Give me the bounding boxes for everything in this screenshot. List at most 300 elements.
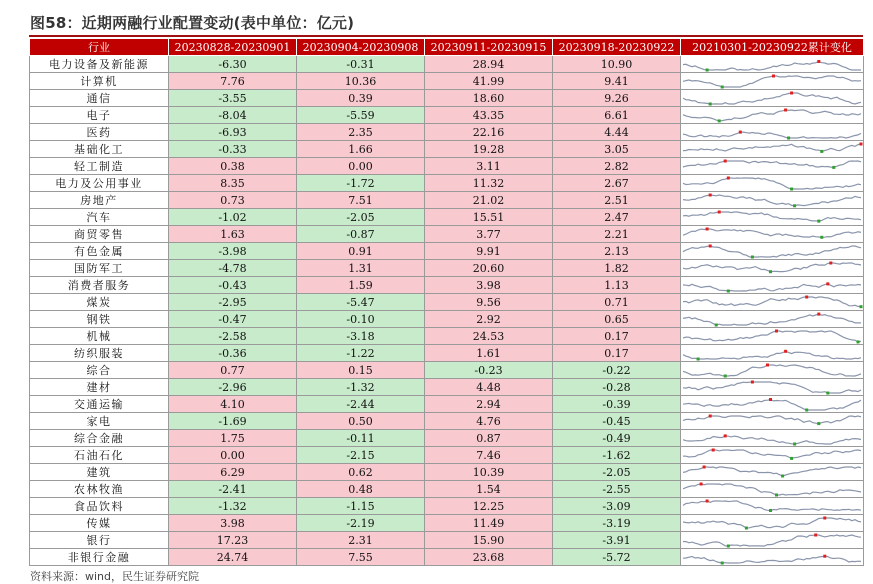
sparkline-min-marker bbox=[857, 340, 860, 343]
table-row bbox=[30, 532, 864, 549]
sparkline-cell bbox=[681, 515, 864, 532]
table-body bbox=[30, 56, 864, 566]
sparkline-chart bbox=[681, 278, 863, 293]
table-row bbox=[30, 328, 864, 345]
sparkline-min-marker bbox=[721, 561, 724, 564]
industry-name: 钢铁 bbox=[30, 311, 169, 328]
value-cell-week-2: -0.87 bbox=[297, 226, 425, 243]
sparkline-min-marker bbox=[715, 323, 718, 326]
value-cell-week-3: 1.61 bbox=[425, 345, 553, 362]
value-cell-week-1: 1.63 bbox=[169, 226, 297, 243]
sparkline-trend bbox=[683, 246, 861, 257]
industry-name: 纺织服装 bbox=[30, 345, 169, 362]
sparkline-max-marker bbox=[700, 482, 703, 485]
value-cell-week-3: 10.39 bbox=[425, 464, 553, 481]
table-row bbox=[30, 362, 864, 379]
value-cell-week-3: 18.60 bbox=[425, 90, 553, 107]
sparkline-max-marker bbox=[817, 60, 820, 63]
value-cell-week-4: -0.28 bbox=[553, 379, 681, 396]
sparkline-min-marker bbox=[751, 255, 754, 258]
col-header-industry: 行业 bbox=[30, 39, 169, 56]
value-cell-week-2: 7.55 bbox=[297, 549, 425, 566]
sparkline-cell bbox=[681, 549, 864, 566]
sparkline-trend bbox=[683, 229, 861, 237]
value-cell-week-1: 24.74 bbox=[169, 549, 297, 566]
sparkline-trend bbox=[683, 399, 861, 410]
sparkline-chart bbox=[681, 74, 863, 89]
value-cell-week-4: -5.72 bbox=[553, 549, 681, 566]
sparkline-max-marker bbox=[823, 516, 826, 519]
value-cell-week-4: -0.39 bbox=[553, 396, 681, 413]
industry-name: 基础化工 bbox=[30, 141, 169, 158]
industry-name: 医药 bbox=[30, 124, 169, 141]
sparkline-chart bbox=[681, 244, 863, 259]
value-cell-week-2: 10.36 bbox=[297, 73, 425, 90]
value-cell-week-3: 20.60 bbox=[425, 260, 553, 277]
sparkline-max-marker bbox=[724, 434, 727, 437]
table-row bbox=[30, 515, 864, 532]
value-cell-week-3: 41.99 bbox=[425, 73, 553, 90]
value-cell-week-3: 9.91 bbox=[425, 243, 553, 260]
sparkline-min-marker bbox=[727, 289, 730, 292]
value-cell-week-2: -2.05 bbox=[297, 209, 425, 226]
sparkline-max-marker bbox=[709, 193, 712, 196]
sparkline-chart bbox=[681, 227, 863, 242]
sparkline-cell bbox=[681, 73, 864, 90]
sparkline-chart bbox=[681, 550, 863, 565]
sparkline-chart bbox=[681, 295, 863, 310]
value-cell-week-3: 4.76 bbox=[425, 413, 553, 430]
value-cell-week-3: -0.23 bbox=[425, 362, 553, 379]
value-cell-week-3: 24.53 bbox=[425, 328, 553, 345]
table-row bbox=[30, 90, 864, 107]
value-cell-week-4: 2.82 bbox=[553, 158, 681, 175]
value-cell-week-1: 0.38 bbox=[169, 158, 297, 175]
sparkline-trend bbox=[683, 382, 861, 393]
sparkline-cell bbox=[681, 209, 864, 226]
sparkline-min-marker bbox=[718, 119, 721, 122]
industry-name: 综合金融 bbox=[30, 430, 169, 447]
source-note: 资料来源：wind，民生证券研究院 bbox=[30, 570, 200, 583]
value-cell-week-3: 2.92 bbox=[425, 311, 553, 328]
value-cell-week-4: 4.44 bbox=[553, 124, 681, 141]
sparkline-chart bbox=[681, 448, 863, 463]
sparkline-cell bbox=[681, 464, 864, 481]
value-cell-week-4: 0.71 bbox=[553, 294, 681, 311]
sparkline-cell bbox=[681, 311, 864, 328]
industry-name: 家电 bbox=[30, 413, 169, 430]
value-cell-week-3: 22.16 bbox=[425, 124, 553, 141]
value-cell-week-1: -8.04 bbox=[169, 107, 297, 124]
sparkline-cell bbox=[681, 260, 864, 277]
value-cell-week-1: 0.73 bbox=[169, 192, 297, 209]
value-cell-week-4: -3.19 bbox=[553, 515, 681, 532]
sparkline-chart bbox=[681, 397, 863, 412]
sparkline-trend bbox=[683, 76, 861, 87]
sparkline-min-marker bbox=[793, 204, 796, 207]
value-cell-week-1: 1.75 bbox=[169, 430, 297, 447]
sparkline-cell bbox=[681, 175, 864, 192]
industry-name: 汽车 bbox=[30, 209, 169, 226]
industry-name: 电力设备及新能源 bbox=[30, 56, 169, 73]
sparkline-cell bbox=[681, 141, 864, 158]
value-cell-week-1: -4.78 bbox=[169, 260, 297, 277]
sparkline-max-marker bbox=[784, 349, 787, 352]
table-row bbox=[30, 158, 864, 175]
sparkline-max-marker bbox=[703, 465, 706, 468]
industry-name: 交通运输 bbox=[30, 396, 169, 413]
sparkline-max-marker bbox=[766, 363, 769, 366]
sparkline-chart bbox=[681, 142, 863, 157]
sparkline-min-marker bbox=[787, 136, 790, 139]
value-cell-week-4: 1.82 bbox=[553, 260, 681, 277]
sparkline-cell bbox=[681, 430, 864, 447]
sparkline-max-marker bbox=[805, 295, 808, 298]
sparkline-cell bbox=[681, 56, 864, 73]
value-cell-week-4: 2.47 bbox=[553, 209, 681, 226]
sparkline-min-marker bbox=[727, 544, 730, 547]
sparkline-min-marker bbox=[697, 357, 700, 360]
industry-name: 通信 bbox=[30, 90, 169, 107]
value-cell-week-4: 10.90 bbox=[553, 56, 681, 73]
sparkline-min-marker bbox=[820, 235, 823, 238]
sparkline-trend bbox=[683, 144, 861, 151]
sparkline-trend bbox=[683, 61, 861, 70]
value-cell-week-2: -1.32 bbox=[297, 379, 425, 396]
industry-name: 非银行金融 bbox=[30, 549, 169, 566]
sparkline-min-marker bbox=[706, 68, 709, 71]
sparkline-chart bbox=[681, 210, 863, 225]
sparkline-min-marker bbox=[793, 442, 796, 445]
sparkline-chart bbox=[681, 193, 863, 208]
table-row bbox=[30, 294, 864, 311]
value-cell-week-4: 2.21 bbox=[553, 226, 681, 243]
table-row bbox=[30, 345, 864, 362]
value-cell-week-1: -0.47 bbox=[169, 311, 297, 328]
value-cell-week-1: -1.32 bbox=[169, 498, 297, 515]
value-cell-week-3: 3.11 bbox=[425, 158, 553, 175]
value-cell-week-4: 0.17 bbox=[553, 328, 681, 345]
sparkline-min-marker bbox=[820, 149, 823, 152]
sparkline-min-marker bbox=[769, 509, 772, 512]
table-row bbox=[30, 413, 864, 430]
value-cell-week-2: 1.66 bbox=[297, 141, 425, 158]
industry-name: 建筑 bbox=[30, 464, 169, 481]
value-cell-week-4: 6.61 bbox=[553, 107, 681, 124]
value-cell-week-3: 2.94 bbox=[425, 396, 553, 413]
sparkline-chart bbox=[681, 363, 863, 378]
value-cell-week-2: 0.50 bbox=[297, 413, 425, 430]
value-cell-week-2: -0.11 bbox=[297, 430, 425, 447]
table-row bbox=[30, 260, 864, 277]
value-cell-week-4: 9.41 bbox=[553, 73, 681, 90]
table-row bbox=[30, 226, 864, 243]
sparkline-max-marker bbox=[784, 108, 787, 111]
value-cell-week-3: 3.98 bbox=[425, 277, 553, 294]
sparkline-min-marker bbox=[709, 102, 712, 105]
industry-name: 传媒 bbox=[30, 515, 169, 532]
sparkline-cell bbox=[681, 226, 864, 243]
sparkline-chart bbox=[681, 125, 863, 140]
value-cell-week-2: -0.10 bbox=[297, 311, 425, 328]
value-cell-week-4: 3.05 bbox=[553, 141, 681, 158]
sparkline-chart bbox=[681, 312, 863, 327]
sparkline-min-marker bbox=[775, 493, 778, 496]
sparkline-max-marker bbox=[706, 499, 709, 502]
sparkline-chart bbox=[681, 482, 863, 497]
table-row bbox=[30, 73, 864, 90]
value-cell-week-2: -1.72 bbox=[297, 175, 425, 192]
sparkline-chart bbox=[681, 91, 863, 106]
figure-title: 图58：近期两融行业配置变动(表中单位：亿元) bbox=[30, 14, 355, 32]
industry-name: 国防军工 bbox=[30, 260, 169, 277]
value-cell-week-2: 0.91 bbox=[297, 243, 425, 260]
sparkline-cell bbox=[681, 328, 864, 345]
sparkline-max-marker bbox=[712, 448, 715, 451]
value-cell-week-2: -2.44 bbox=[297, 396, 425, 413]
value-cell-week-4: 1.13 bbox=[553, 277, 681, 294]
value-cell-week-1: 0.77 bbox=[169, 362, 297, 379]
value-cell-week-4: -0.45 bbox=[553, 413, 681, 430]
sparkline-trend bbox=[683, 450, 861, 458]
value-cell-week-2: -2.15 bbox=[297, 447, 425, 464]
value-cell-week-3: 11.49 bbox=[425, 515, 553, 532]
value-cell-week-2: 0.00 bbox=[297, 158, 425, 175]
sparkline-trend bbox=[683, 435, 861, 443]
sparkline-trend bbox=[683, 535, 861, 546]
industry-name: 银行 bbox=[30, 532, 169, 549]
value-cell-week-1: -2.58 bbox=[169, 328, 297, 345]
sparkline-cell bbox=[681, 192, 864, 209]
value-cell-week-3: 11.32 bbox=[425, 175, 553, 192]
sparkline-trend bbox=[683, 93, 861, 104]
sparkline-chart bbox=[681, 380, 863, 395]
value-cell-week-1: -1.69 bbox=[169, 413, 297, 430]
industry-name: 综合 bbox=[30, 362, 169, 379]
sparkline-trend bbox=[683, 467, 861, 476]
sparkline-cell bbox=[681, 447, 864, 464]
value-cell-week-1: -0.36 bbox=[169, 345, 297, 362]
sparkline-trend bbox=[683, 331, 861, 342]
industry-name: 建材 bbox=[30, 379, 169, 396]
table-row bbox=[30, 209, 864, 226]
sparkline-trend bbox=[683, 212, 861, 221]
industry-name: 房地产 bbox=[30, 192, 169, 209]
value-cell-week-4: -2.05 bbox=[553, 464, 681, 481]
sparkline-trend bbox=[683, 283, 861, 290]
sparkline-chart bbox=[681, 108, 863, 123]
sparkline-max-marker bbox=[775, 329, 778, 332]
sparkline-chart bbox=[681, 329, 863, 344]
value-cell-week-3: 23.68 bbox=[425, 549, 553, 566]
table-row bbox=[30, 243, 864, 260]
sparkline-min-marker bbox=[790, 456, 793, 459]
value-cell-week-1: 3.98 bbox=[169, 515, 297, 532]
value-cell-week-2: 0.48 bbox=[297, 481, 425, 498]
sparkline-max-marker bbox=[709, 414, 712, 417]
value-cell-week-4: -3.09 bbox=[553, 498, 681, 515]
value-cell-week-3: 0.87 bbox=[425, 430, 553, 447]
sparkline-cell bbox=[681, 90, 864, 107]
value-cell-week-4: -2.55 bbox=[553, 481, 681, 498]
sparkline-trend bbox=[683, 518, 861, 528]
value-cell-week-1: 8.35 bbox=[169, 175, 297, 192]
value-cell-week-3: 15.51 bbox=[425, 209, 553, 226]
value-cell-week-1: -3.55 bbox=[169, 90, 297, 107]
sparkline-min-marker bbox=[860, 305, 863, 308]
industry-name: 有色金属 bbox=[30, 243, 169, 260]
sparkline-cell bbox=[681, 481, 864, 498]
sparkline-trend bbox=[683, 195, 861, 206]
value-cell-week-3: 7.46 bbox=[425, 447, 553, 464]
value-cell-week-2: 1.59 bbox=[297, 277, 425, 294]
value-cell-week-4: 2.51 bbox=[553, 192, 681, 209]
industry-name: 农林牧渔 bbox=[30, 481, 169, 498]
sparkline-min-marker bbox=[817, 219, 820, 222]
value-cell-week-3: 28.94 bbox=[425, 56, 553, 73]
sparkline-min-marker bbox=[724, 374, 727, 377]
value-cell-week-1: -2.41 bbox=[169, 481, 297, 498]
col-header-cumulative: 20210301-20230922累计变化 bbox=[681, 39, 864, 56]
value-cell-week-1: -3.98 bbox=[169, 243, 297, 260]
sparkline-chart bbox=[681, 499, 863, 514]
industry-name: 计算机 bbox=[30, 73, 169, 90]
sparkline-cell bbox=[681, 532, 864, 549]
value-cell-week-3: 43.35 bbox=[425, 107, 553, 124]
industry-name: 煤炭 bbox=[30, 294, 169, 311]
value-cell-week-4: 9.26 bbox=[553, 90, 681, 107]
table-row bbox=[30, 277, 864, 294]
col-header-week-2: 20230904-20230908 bbox=[297, 39, 425, 56]
table-row bbox=[30, 311, 864, 328]
value-cell-week-2: -5.47 bbox=[297, 294, 425, 311]
sparkline-cell bbox=[681, 107, 864, 124]
sparkline-cell bbox=[681, 362, 864, 379]
value-cell-week-1: -2.95 bbox=[169, 294, 297, 311]
industry-name: 食品饮料 bbox=[30, 498, 169, 515]
value-cell-week-2: 0.15 bbox=[297, 362, 425, 379]
value-cell-week-3: 4.48 bbox=[425, 379, 553, 396]
sparkline-max-marker bbox=[706, 227, 709, 230]
sparkline-chart bbox=[681, 57, 863, 72]
sparkline-max-marker bbox=[727, 176, 730, 179]
industry-name: 轻工制造 bbox=[30, 158, 169, 175]
value-cell-week-1: 17.23 bbox=[169, 532, 297, 549]
industry-name: 商贸零售 bbox=[30, 226, 169, 243]
value-cell-week-2: 2.35 bbox=[297, 124, 425, 141]
table-row bbox=[30, 379, 864, 396]
sparkline-chart bbox=[681, 414, 863, 429]
margin-trading-table bbox=[29, 38, 864, 566]
sparkline-max-marker bbox=[739, 130, 742, 133]
sparkline-chart bbox=[681, 431, 863, 446]
sparkline-min-marker bbox=[817, 422, 820, 425]
table-row bbox=[30, 141, 864, 158]
industry-name: 机械 bbox=[30, 328, 169, 345]
table-row bbox=[30, 549, 864, 566]
sparkline-cell bbox=[681, 277, 864, 294]
value-cell-week-3: 1.54 bbox=[425, 481, 553, 498]
sparkline-min-marker bbox=[826, 391, 829, 394]
value-cell-week-1: 0.00 bbox=[169, 447, 297, 464]
sparkline-chart bbox=[681, 159, 863, 174]
value-cell-week-2: 0.39 bbox=[297, 90, 425, 107]
table-row bbox=[30, 175, 864, 192]
table-row bbox=[30, 396, 864, 413]
col-header-week-3: 20230911-20230915 bbox=[425, 39, 553, 56]
sparkline-chart bbox=[681, 346, 863, 361]
sparkline-max-marker bbox=[751, 380, 754, 383]
value-cell-week-3: 21.02 bbox=[425, 192, 553, 209]
table-row bbox=[30, 498, 864, 515]
sparkline-min-marker bbox=[721, 85, 724, 88]
sparkline-trend bbox=[683, 314, 861, 325]
table-row bbox=[30, 464, 864, 481]
value-cell-week-3: 19.28 bbox=[425, 141, 553, 158]
table-row bbox=[30, 447, 864, 464]
industry-name: 电力及公用事业 bbox=[30, 175, 169, 192]
value-cell-week-4: -3.91 bbox=[553, 532, 681, 549]
sparkline-max-marker bbox=[790, 91, 793, 94]
sparkline-max-marker bbox=[860, 142, 863, 145]
sparkline-max-marker bbox=[709, 244, 712, 247]
table-row bbox=[30, 124, 864, 141]
sparkline-trend bbox=[683, 556, 861, 563]
sparkline-max-marker bbox=[829, 261, 832, 264]
sparkline-trend bbox=[683, 365, 861, 376]
value-cell-week-2: -1.15 bbox=[297, 498, 425, 515]
sparkline-cell bbox=[681, 379, 864, 396]
value-cell-week-2: -3.18 bbox=[297, 328, 425, 345]
value-cell-week-3: 15.90 bbox=[425, 532, 553, 549]
sparkline-chart bbox=[681, 516, 863, 531]
sparkline-cell bbox=[681, 243, 864, 260]
sparkline-cell bbox=[681, 124, 864, 141]
sparkline-cell bbox=[681, 158, 864, 175]
sparkline-min-marker bbox=[805, 408, 808, 411]
value-cell-week-1: 4.10 bbox=[169, 396, 297, 413]
sparkline-chart bbox=[681, 465, 863, 480]
sparkline-trend bbox=[683, 178, 861, 189]
sparkline-min-marker bbox=[781, 474, 784, 477]
value-cell-week-3: 12.25 bbox=[425, 498, 553, 515]
sparkline-max-marker bbox=[724, 159, 727, 162]
table-row bbox=[30, 192, 864, 209]
value-cell-week-1: -6.30 bbox=[169, 56, 297, 73]
value-cell-week-2: -1.22 bbox=[297, 345, 425, 362]
value-cell-week-2: -2.19 bbox=[297, 515, 425, 532]
value-cell-week-4: 0.17 bbox=[553, 345, 681, 362]
sparkline-min-marker bbox=[832, 165, 835, 168]
industry-name: 消费者服务 bbox=[30, 277, 169, 294]
sparkline-max-marker bbox=[817, 312, 820, 315]
sparkline-trend bbox=[683, 110, 861, 121]
sparkline-chart bbox=[681, 261, 863, 276]
sparkline-max-marker bbox=[718, 210, 721, 213]
title-divider bbox=[29, 35, 863, 37]
value-cell-week-1: 6.29 bbox=[169, 464, 297, 481]
sparkline-trend bbox=[683, 351, 861, 359]
sparkline-max-marker bbox=[772, 74, 775, 77]
value-cell-week-4: -1.62 bbox=[553, 447, 681, 464]
value-cell-week-4: 2.13 bbox=[553, 243, 681, 260]
sparkline-max-marker bbox=[769, 398, 772, 401]
sparkline-trend bbox=[683, 484, 861, 495]
value-cell-week-2: 7.51 bbox=[297, 192, 425, 209]
sparkline-max-marker bbox=[826, 282, 829, 285]
table-row bbox=[30, 430, 864, 447]
sparkline-cell bbox=[681, 345, 864, 362]
